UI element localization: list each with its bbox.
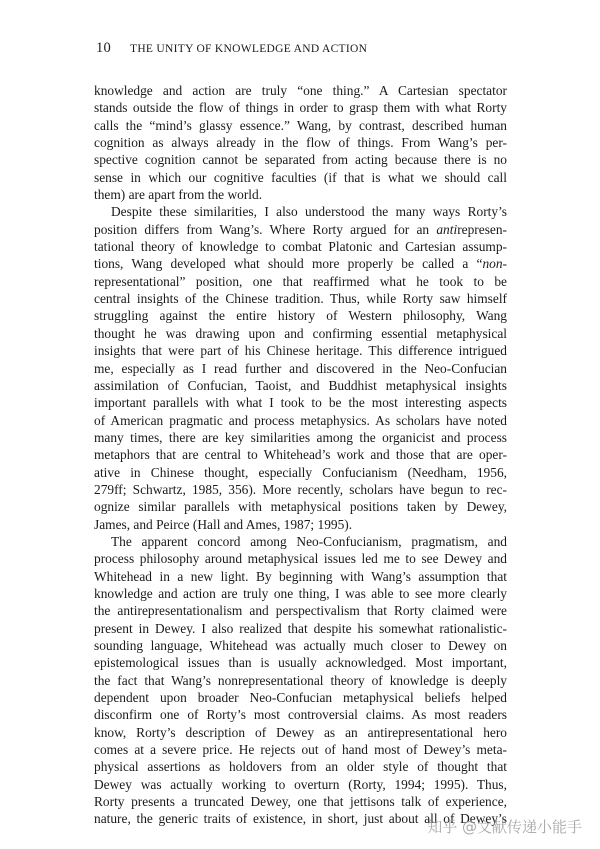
text-line: Whitehead in a new light. By beginning with Wang’s assumption that [94,568,507,584]
text-line: sounding language, Whitehead was actually much closer to Dewey on [94,638,507,653]
text-line: ognize similar parallels with metaphysical positions taken by Dewey, [94,499,507,515]
text-line: central insights of the Chinese tradition. Thus, while Rorty saw himself [94,291,507,307]
text-line: metaphors that are central to Whitehead’s work and those that are oper- [94,447,507,463]
text-line: knowledge and action are truly “one thing.” A Cartesian spectator [94,83,507,98]
text-line: Dewey was actually working to overturn (Rorty, 1994; 1995). Thus, [94,776,507,792]
text-line: position differs from Wang’s. Where Rorty argued for an antirepresen- [94,221,507,237]
text-line: cognition as always already in the flow of things. From Wang’s per- [94,135,507,151]
text-line: assimilation of Confucian, Taoist, and Buddhist metaphysical insights [94,377,507,393]
text-line: many times, there are key similarities among the organicist and process [94,429,507,445]
body-text [94,82,507,828]
running-title: THE UNITY OF KNOWLEDGE AND ACTION [130,43,368,55]
text-line: spective cognition cannot be separated from acting because there is no [94,152,507,168]
text-line: comes at a severe price. He rejects out of hand most of Dewey’s meta- [94,742,507,758]
text-line: process philosophy around metaphysical issues led me to see Dewey and [94,551,507,567]
text-line: them) are apart from the world. [94,187,263,203]
text-line: calls the “mind’s glassy essence.” Wang, by contrast, described human [94,117,507,133]
text-line: ative in Chinese thought, especially Confucianism (Needham, 1956, [94,464,507,480]
watermark-text: 知乎 @文献传递小能手 [427,818,582,836]
text-line: knowledge and action are truly one thing, I was able to see more clearly [94,585,507,601]
text-line: thought he was drawing upon and confirming essential metaphysical [94,325,507,341]
text-line: disconfirm one of Rorty’s most controversial claims. As most readers [94,707,507,723]
text-line: stands outside the flow of things in order to grasp them with what Rorty [94,100,507,116]
text-line: the fact that Wang’s nonrepresentational theory of knowledge is deeply [94,672,507,688]
running-head [96,40,516,60]
text-line: know, Rorty’s description of Dewey as an antirepresentational hero [94,724,507,740]
text-line: physical assertions as holdovers from an older style of thought that [94,759,507,775]
text-line: present in Dewey. I also realized that despite his somewhat rationalistic- [94,620,507,636]
text-line: dependent upon broader Neo-Confucian metaphysical beliefs helped [94,690,507,706]
text-line: tational theory of knowledge to combat Platonic and Cartesian assump- [94,239,507,255]
text-line: the antirepresentationalism and perspectivalism that Rorty claimed were [94,603,507,619]
text-line: 279ff; Schwartz, 1985, 356). More recently, scholars have begun to rec- [94,481,507,497]
text-line: struggling against the entire history of Western philosophy, Wang [94,308,507,324]
text-line: important parallels with what I took to be the most interesting aspects [94,395,507,411]
text-line: representational” position, one that reaffirmed what he took to be [94,273,507,289]
text-line: Despite these similarities, I also understood the many ways Rorty’s [111,204,507,220]
text-line: me, especially as I read further and discovered in the Neo-Confucian [94,360,507,376]
text-line: of American pragmatic and process metaphysics. As scholars have noted [94,412,507,428]
text-line: sense in which our cognitive faculties (if that is what we should call [94,169,507,185]
text-line: James, and Peirce (Hall and Ames, 1987; 1995). [94,516,353,532]
text-line: insights that were part of his Chinese heritage. This difference intrigued [94,343,507,359]
page-number: 10 [96,40,111,56]
text-line: tions, Wang developed what should more properly be called a “non- [94,256,507,272]
text-line: epistemological issues than is usually acknowledged. Most important, [94,655,507,671]
text-line: Rorty presents a truncated Dewey, one that jettisons talk of experience, [94,794,507,810]
text-line: The apparent concord among Neo-Confucianism, pragmatism, and [111,533,507,549]
text-line: nature, the generic traits of existence, in short, just about all of Dewey’s [94,811,507,827]
